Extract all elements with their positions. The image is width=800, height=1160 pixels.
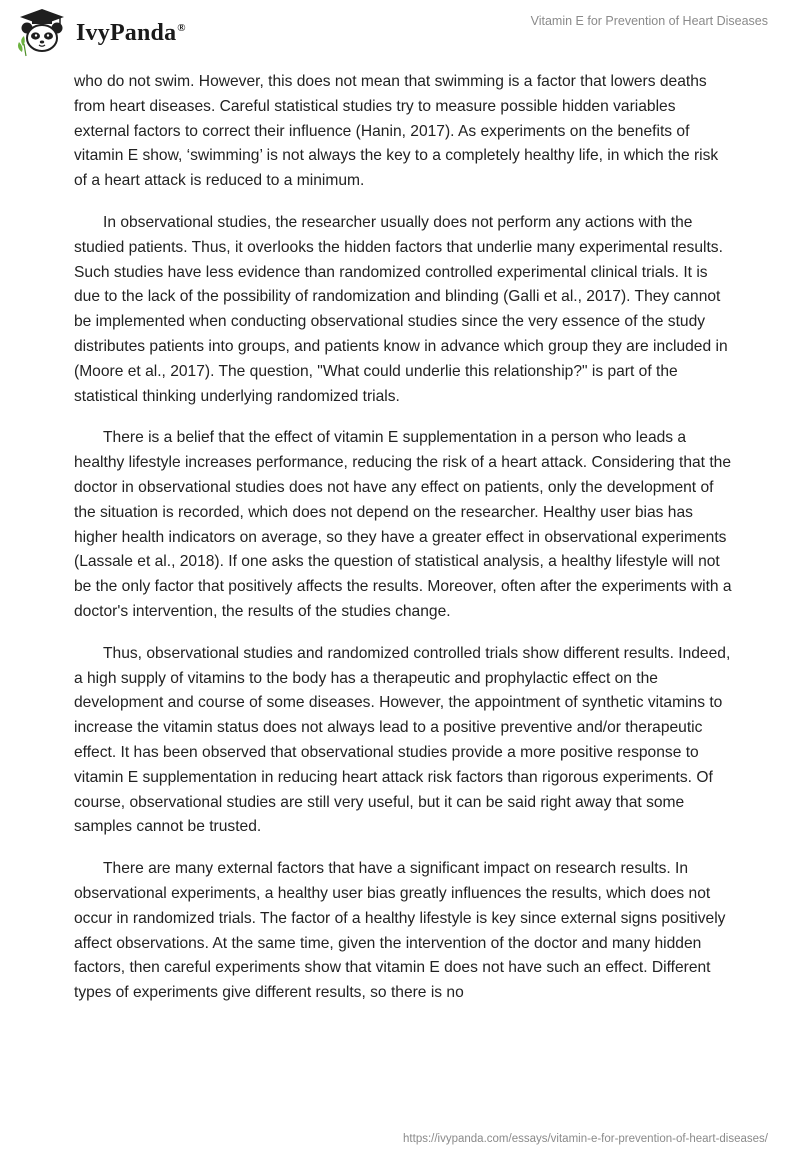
registered-mark: ®	[177, 21, 186, 34]
essay-body	[74, 70, 734, 1023]
document-title: Vitamin E for Prevention of Heart Diseases	[530, 14, 768, 28]
panda-graduate-icon	[14, 6, 70, 58]
ivypanda-logo[interactable]	[14, 6, 186, 58]
essay-paragraph: Thus, observational studies and randomized controlled trials show different results. Indeed, a high supply of vitamins to the body has a therapeutic and prophylactic effect on the development and course of some diseases. However, the appointment of synthetic vitamins to increase the vitamin status does not always lead to a positive preventive and/or therapeutic effect. It has been observed that observational studies provide a more positive response to vitamin E supplementation in reducing heart attack risk factors than rigorous experiments. Of course, observational studies are still very useful, but it can be said right away that some samples cannot be trusted.	[74, 644, 731, 836]
essay-paragraph: In observational studies, the researcher usually does not perform any actions with the studied patients. Thus, it overlooks the hidden factors that underlie many experimental results. Such studies have less evidence than randomized controlled experimental clinical trials. It is due to the lack of the possibility of randomization and blinding (Galli et al., 2017). They cannot be implemented when conducting observational studies since the very essence of the study distributes patients into groups, and patients know in advance which group they are included in (Moore et al., 2017). The question, "What could underlie this relationship?" is part of the statistical thinking underlying randomized trials.	[74, 213, 728, 405]
essay-paragraph: There are many external factors that have a significant impact on research results. In observational experiments, a healthy user bias greatly influences the results, which does not occur in randomized trials. The factor of a healthy lifestyle is key since external signs positively affect observations. At the same time, given the intervention of the doctor and many hidden factors, then careful experiments show that vitamin E does not have such an effect. Different types of experiments give different results, so there is no	[74, 860, 726, 1002]
page-header	[0, 0, 800, 70]
essay-paragraph: who do not swim. However, this does not mean that swimming is a factor that lowers deaths from heart diseases. Careful statistical studies try to measure possible hidden variables external factors to correct their influence (Hanin, 2017). As experiments on the benefits of vitamin E show, ‘swimming’ is not always the key to a completely healthy life, in which the risk of a heart attack is reduced to a minimum.	[74, 73, 719, 190]
brand-name: IvyPanda®	[76, 19, 186, 46]
essay-paragraph: There is a belief that the effect of vitamin E supplementation in a person who leads a healthy lifestyle increases performance, reducing the risk of a heart attack. Considering that the doctor in observational studies does not have any effect on patients, only the development of the situation is recorded, which does not depend on the researcher. Healthy user bias has higher health indicators on average, so they have a greater effect in observational experiments (Lassale et al., 2018). If one asks the question of statistical analysis, a healthy lifestyle will not be the only factor that positively affects the results. Moreover, often after the experiments with a doctor's intervention, the results of the studies change.	[74, 429, 732, 620]
source-url[interactable]: https://ivypanda.com/essays/vitamin-e-for-prevention-of-heart-diseases/	[403, 1133, 768, 1145]
